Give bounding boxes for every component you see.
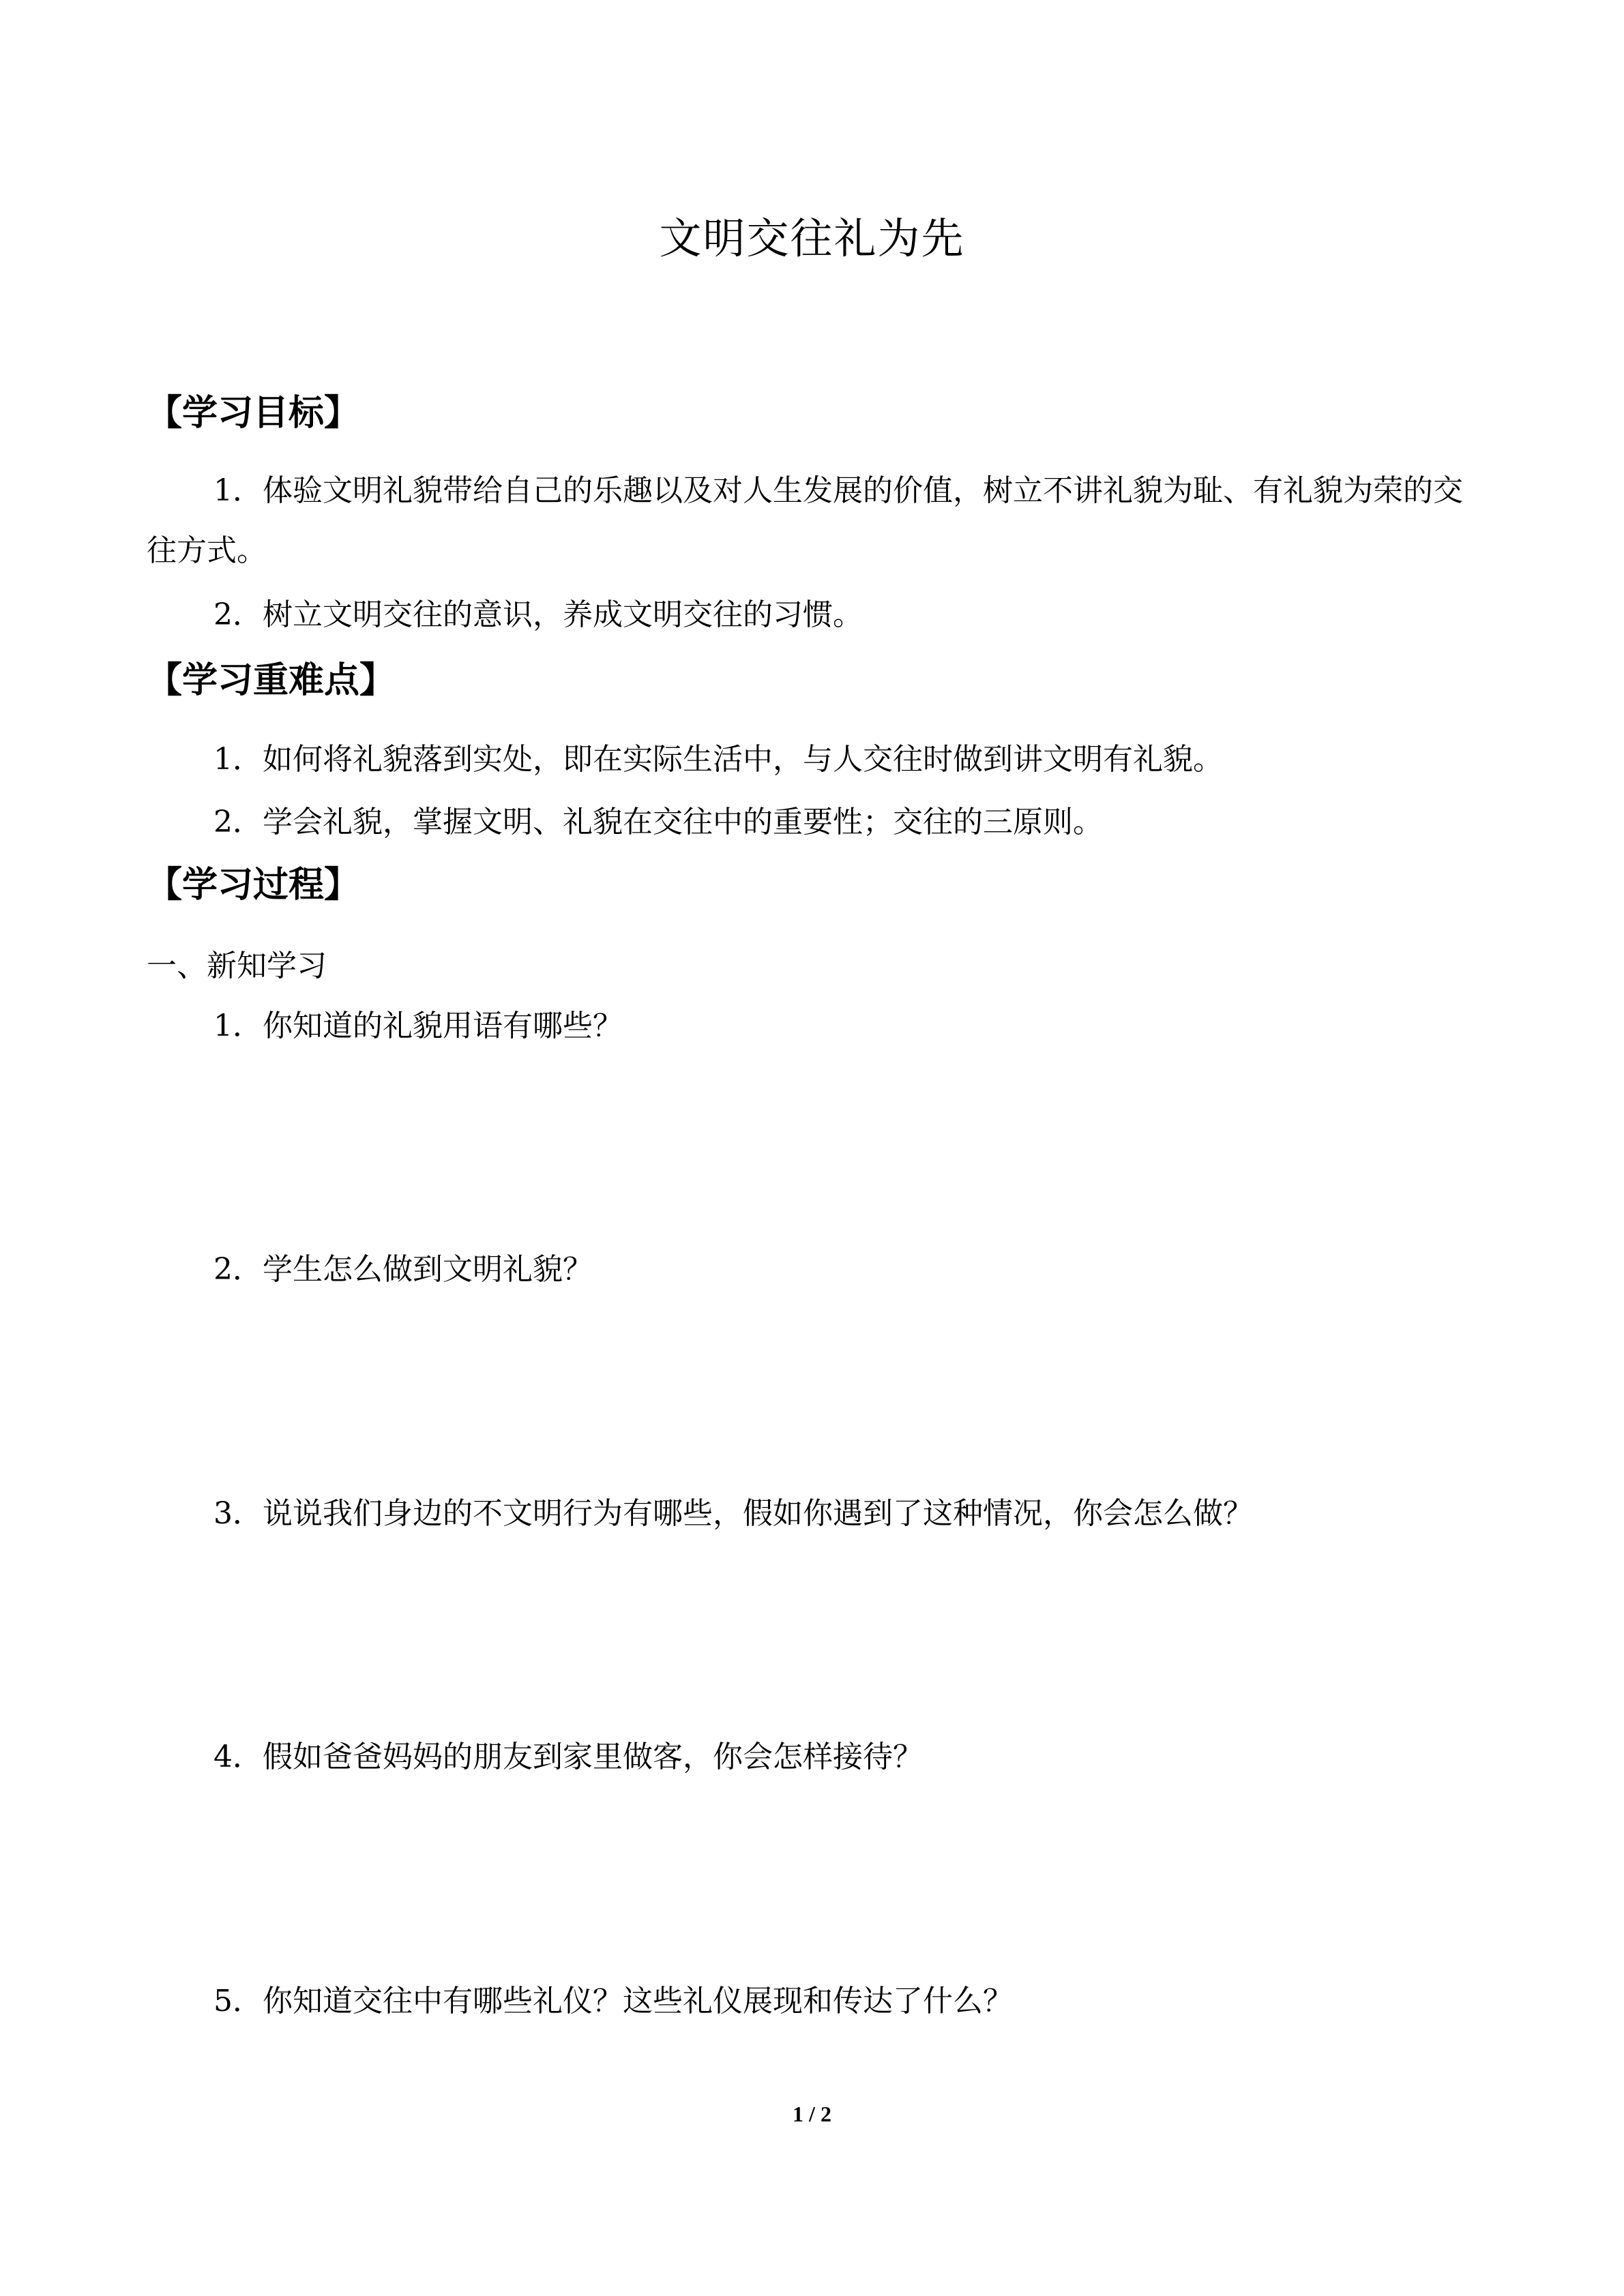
question-1: 1．你知道的礼貌用语有哪些？ — [213, 1009, 623, 1043]
section-heading-key-points: 【学习重难点】 — [147, 660, 396, 701]
objective-item-2: 2．树立文明交往的意识，养成文明交往的习惯。 — [213, 597, 863, 632]
question-3: 3．说说我们身边的不文明行为有哪些，假如你遇到了这种情况，你会怎么做？ — [213, 1496, 1253, 1531]
question-4: 4．假如爸爸妈妈的朋友到家里做客，你会怎样接待？ — [213, 1740, 923, 1774]
question-2: 2．学生怎么做到文明礼貌？ — [213, 1252, 593, 1287]
key-point-item-2: 2．学会礼貌，掌握文明、礼貌在交往中的重要性；交往的三原则。 — [213, 805, 1103, 839]
process-subheading: 一、新知学习 — [147, 949, 327, 983]
question-5: 5．你知道交往中有哪些礼仪？这些礼仪展现和传达了什么？ — [213, 1984, 1013, 2018]
objective-item-1: 1．体验文明礼貌带给自己的乐趣以及对人生发展的价值，树立不讲礼貌为耻、有礼貌为荣的交往方式。 — [147, 473, 1463, 568]
page-number: 1 / 2 — [793, 2102, 831, 2126]
key-point-item-1: 1．如何将礼貌落到实处，即在实际生活中，与人交往时做到讲文明有礼貌。 — [213, 742, 1223, 777]
page-title: 文明交往礼为先 — [659, 213, 965, 263]
section-heading-process: 【学习过程】 — [147, 865, 360, 906]
section-heading-objectives: 【学习目标】 — [147, 393, 360, 434]
